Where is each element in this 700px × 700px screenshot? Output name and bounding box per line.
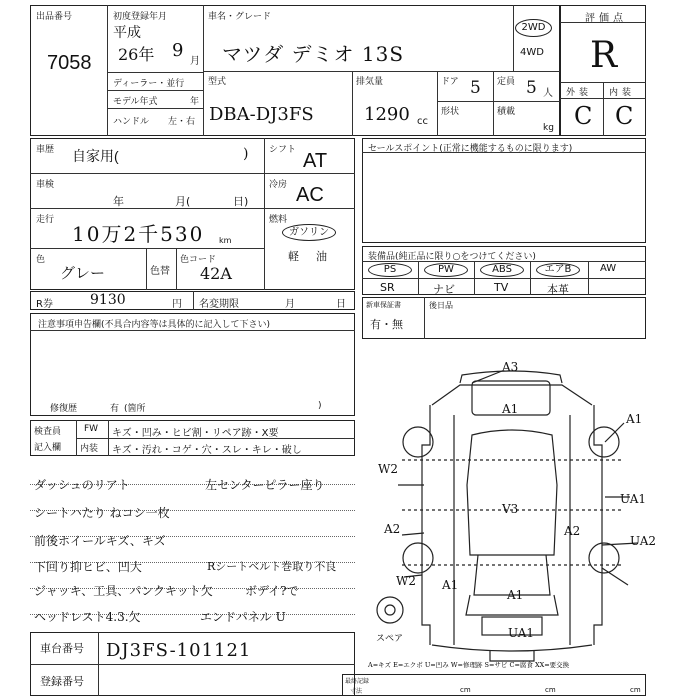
equip-navi[interactable]: ナビ [433, 283, 455, 296]
doors-value: 5 [470, 78, 481, 98]
displacement-unit: cc [417, 116, 428, 127]
model-label: 型式 [208, 77, 227, 87]
equip-4[interactable]: AW [600, 263, 617, 274]
remark-line-2: 左センターピラー座り [205, 478, 325, 492]
inner-items: キズ・汚れ・コゲ・穴・スレ・キレ・破し [112, 445, 302, 456]
lot-label: 出品番号 [36, 12, 73, 22]
repaint-label: 色替 [150, 266, 170, 277]
handle-label: ハンドル [113, 117, 150, 127]
ac-value: AC [296, 184, 324, 206]
inspector-label: 検査員 [34, 427, 62, 437]
remark-line-10: エンドパネル U [200, 610, 286, 624]
equip-0[interactable]: PS [368, 263, 412, 277]
repair-value: 有 [110, 404, 120, 414]
after-market-label: 後日品 [429, 301, 453, 310]
fuel-value: ガソリン [282, 224, 336, 241]
fw-items: キズ・凹み・ヒビ割・リペア跡・X要 [112, 428, 279, 439]
equip-tv[interactable]: TV [494, 281, 509, 294]
recycle-unit: 円 [172, 299, 182, 310]
reg-no-label: 登録番号 [40, 675, 84, 688]
first-reg-era: 平成 [113, 25, 141, 41]
inspection-label: 車検 [36, 180, 55, 190]
lot-number: 7058 [47, 52, 92, 74]
mark-ua1-right: UA1 [620, 492, 647, 506]
color-code-label: 色コード [180, 255, 217, 265]
ext-label: 外装 [566, 88, 593, 98]
chassis-number: DJ3FS-101121 [106, 640, 252, 661]
model-value: DBA-DJ3FS [209, 104, 314, 125]
mileage-value: 10万2千530 [72, 222, 205, 246]
mark-a1-fr: A1 [626, 412, 643, 426]
entry-label: 記入欄 [34, 443, 62, 453]
equip-leather[interactable]: 本革 [547, 283, 569, 296]
dims-label1: 最終記録 [345, 678, 370, 685]
mileage-unit: km [219, 236, 232, 245]
doors-label: ドア [441, 77, 459, 87]
transfer-day: 日 [336, 299, 346, 310]
first-reg-label: 初度登録年月 [113, 12, 168, 22]
history-value: 自家用( [72, 148, 119, 164]
repair-close: ) [318, 401, 322, 411]
shift-label: シフト [269, 145, 297, 155]
color-code-value: 42A [200, 264, 232, 283]
drive-4wd: 4WD [520, 47, 544, 58]
legend-text: A=キズ E=エクボ U=凹み W=修理跡 S=サビ C=腐食 XX=要交換 [368, 661, 570, 669]
grade-score-label: 評価点 [585, 13, 627, 24]
transfer-label: 名変期限 [199, 299, 239, 310]
inspection-month: 月( [175, 195, 191, 208]
load-unit: kg [543, 123, 554, 133]
fuel-oil: 油 [316, 250, 327, 263]
mark-a1-roof: A1 [502, 402, 519, 416]
history-close: ) [243, 146, 249, 162]
mark-a1-rear: A1 [507, 588, 524, 602]
mark-a1-lower: A1 [442, 578, 459, 592]
dims-box [342, 674, 646, 696]
shift-value: AT [303, 150, 328, 172]
remark-line-1: ダッシュのリアト [34, 478, 130, 492]
new-warranty-label: 新車保証書 [366, 301, 401, 309]
mark-a2-right: A2 [564, 524, 581, 538]
dims-cm-2: cm [545, 686, 556, 694]
inner-label: 内装 [80, 444, 99, 454]
drive-2wd: 2WD [515, 19, 552, 37]
remark-line-6: Rシートベルト巻取り不良 [207, 560, 337, 573]
ac-label: 冷房 [269, 180, 288, 190]
warranty-box [362, 297, 646, 339]
recycle-label: R券 [36, 299, 53, 310]
chassis-label: 車台番号 [40, 642, 84, 655]
car-name-label: 車名・グレード [208, 12, 272, 22]
mark-w2-lower: W2 [396, 574, 416, 588]
mark-v3: V3 [502, 502, 519, 516]
color-value: グレー [60, 264, 106, 282]
fw-label: FW [84, 424, 99, 434]
dims-cm-1: cm [460, 686, 471, 694]
dims-label2: 寸法 [350, 688, 363, 695]
capacity-label: 定員 [497, 77, 516, 87]
repair-detail: (箇所 [124, 404, 146, 414]
recycle-value: 9130 [90, 292, 126, 308]
equip-1[interactable]: PW [424, 263, 468, 277]
grade-score-value: R [590, 35, 618, 76]
model-year-unit: 年 [190, 97, 200, 107]
remark-line-8: ボデイ?で [245, 584, 299, 598]
shape-label: 形状 [441, 107, 460, 117]
load-label: 積載 [497, 107, 516, 117]
equip-3[interactable]: エアB [536, 263, 580, 277]
equip-2[interactable]: ABS [480, 263, 524, 277]
repair-label: 修復歴 [50, 404, 78, 414]
inspection-day: 日) [233, 195, 249, 208]
displacement-value: 1290 [364, 104, 410, 125]
ext-score: C [574, 102, 593, 130]
first-reg-year: 26年 [118, 45, 155, 64]
remark-line-4: 前後ホイールキズ、キズ [34, 534, 166, 548]
history-label: 車歴 [36, 145, 55, 155]
car-name-value: マツダ デミオ 13S [222, 42, 405, 66]
fuel-label: 燃料 [269, 215, 288, 225]
equipment-label: 装備品(純正品に限り○をつけてください) [368, 252, 536, 262]
mark-ua2: UA2 [630, 534, 657, 548]
capacity-unit: 人 [543, 88, 553, 99]
int-label: 内装 [609, 88, 636, 98]
notes-label: 注意事項申告欄(不具合内容等は具体的に記入して下さい) [38, 320, 271, 330]
fuel-diesel: 軽 [288, 250, 299, 263]
mark-a3: A3 [502, 360, 519, 374]
sales-point-label: セールスポイント(正常に機能するものに限ります) [368, 144, 573, 154]
new-warranty-value: 有・無 [370, 318, 403, 331]
mark-w2-left: W2 [378, 462, 398, 476]
handle-options: 左・右 [168, 117, 196, 127]
mark-ua1-bottom: UA1 [508, 626, 535, 640]
mileage-label: 走行 [36, 215, 55, 225]
dealer-label: ディーラー・並行 [113, 79, 185, 89]
damage-diagram [362, 345, 700, 675]
remark-line-5: 下回り抑ヒビ、凹大 [34, 560, 142, 574]
remark-line-9: ヘッドレスト4.3.欠 [34, 610, 141, 624]
equip-sr[interactable]: SR [380, 281, 395, 294]
color-label: 色 [36, 255, 46, 265]
model-year-label: モデル年式 [113, 97, 158, 107]
first-reg-month-unit: 月 [190, 56, 200, 67]
spare-label: スペア [376, 634, 404, 644]
first-reg-month: 9 [172, 40, 184, 61]
int-score: C [615, 102, 634, 130]
dims-cm-3: cm [630, 686, 641, 694]
remark-line-3: シートハたり ねコシ一枚 [34, 506, 170, 520]
remark-line-7: ジャッキ、工具、パンクキット欠 [34, 584, 213, 598]
inspection-year: 年 [113, 195, 124, 208]
capacity-value: 5 [526, 78, 537, 98]
displacement-label: 排気量 [356, 77, 384, 87]
mark-a2-left: A2 [384, 522, 401, 536]
transfer-month: 月 [285, 299, 295, 310]
